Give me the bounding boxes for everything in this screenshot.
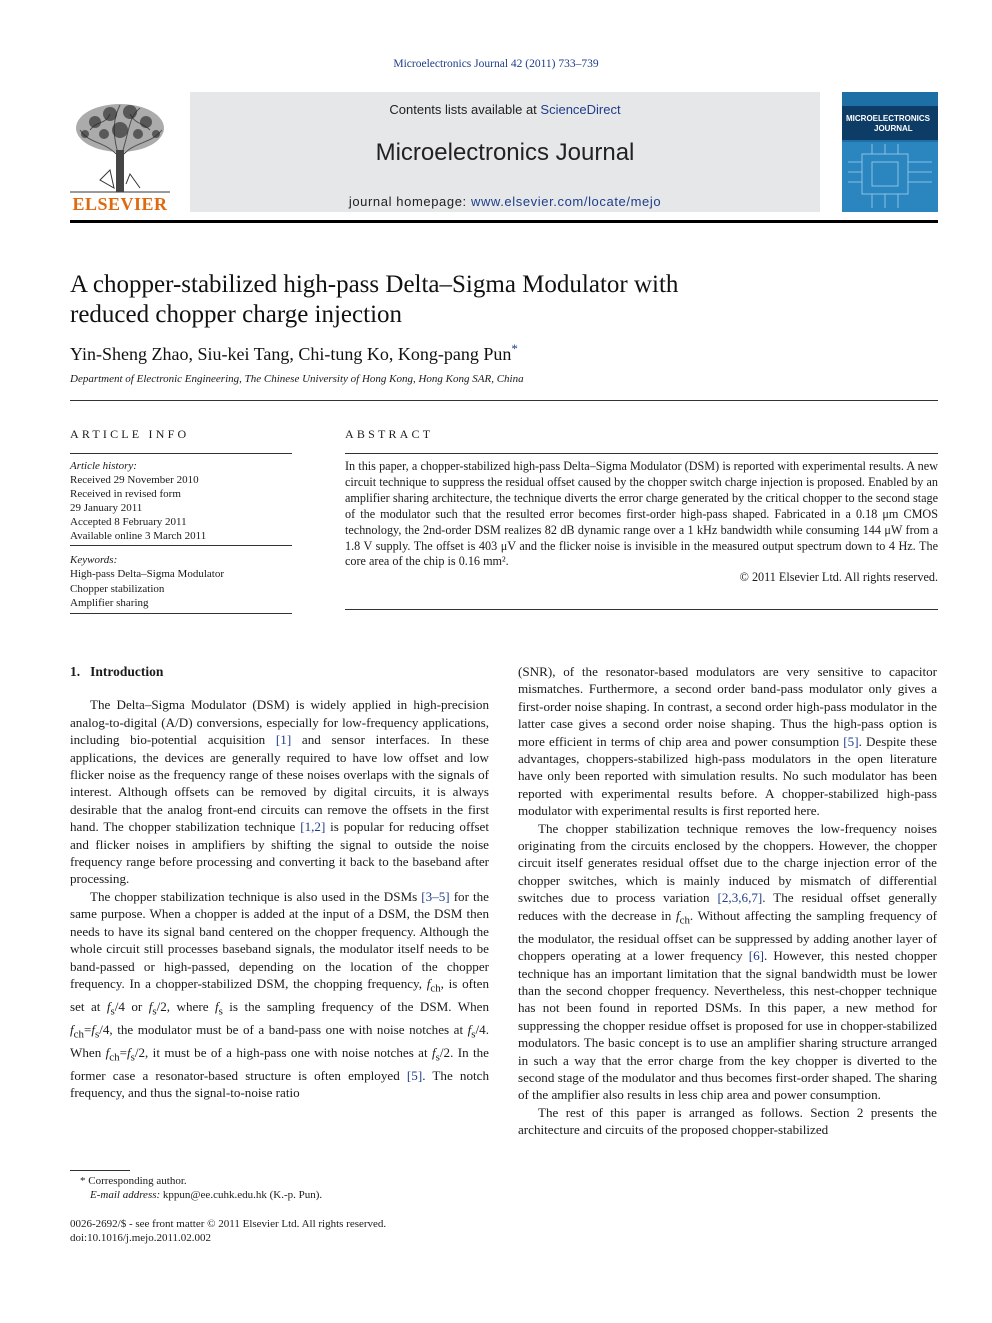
math-symbol: f: [675, 907, 680, 923]
math-subscript: ch: [73, 1028, 84, 1041]
history-item: Received in revised form: [70, 488, 181, 500]
math-subscript: ch: [109, 1051, 120, 1064]
elsevier-tree-icon: [70, 100, 170, 194]
section-number: 1.: [70, 664, 81, 679]
math-operator: =: [83, 1021, 92, 1037]
reference-link[interactable]: [2,3,6,7]: [717, 890, 763, 906]
text-run: . The notch frequency, and thus the signal-to-noise ratio: [70, 1067, 489, 1101]
math-subscript: s: [130, 1051, 135, 1064]
homepage-link[interactable]: www.elsevier.com/locate/mejo: [470, 194, 662, 209]
masthead-rule: [70, 220, 938, 223]
text-run: , is often set at: [70, 975, 489, 1014]
author-list: [70, 341, 518, 365]
reference-link[interactable]: [5]: [843, 733, 859, 749]
text-run: /4 or: [114, 998, 149, 1014]
keyword-item: Chopper stabilization: [70, 582, 165, 595]
reference-link[interactable]: [3–5]: [421, 888, 450, 904]
text-run: The chopper stabilization technique is also used in the DSMs: [90, 888, 422, 904]
authors-text: Yin-Sheng Zhao, Siu-kei Tang, Chi-tung Ko, Kong-pang Pun: [70, 344, 512, 364]
footnote-rule: [70, 1170, 130, 1171]
sciencedirect-link[interactable]: ScienceDirect: [540, 102, 621, 117]
corresponding-author-mark[interactable]: *: [511, 341, 518, 356]
math-subscript: s: [435, 1051, 440, 1064]
journal-citation[interactable]: Microelectronics Journal 42 (2011) 733–739: [393, 58, 599, 70]
info-rule-top: [70, 453, 292, 454]
history-item: Available online 3 March 2011: [70, 530, 207, 542]
corresponding-author-note: * Corresponding author.: [80, 1175, 187, 1187]
math-subscript: ch: [679, 914, 690, 927]
text-run: . However, this nested chopper technique has an important limitation that the signal bandwidth must be lower than the second chopper frequency. Nevertheless, this nest-chopper technique has not been found in reported DSMs. In this paper, a new method for suppressing the chopper residue offset is proposed for use in chopper-stabilized modulators. The basic concept is to use an amplifier sharing structure arranged in such a way that the error charge from the key chopper is diverted to the second stage of the modulator and thus becomes first-order shaped. The sharing of the amplifier also results in less chip area and power consumption.: [518, 948, 937, 1103]
footnotes: [70, 1174, 489, 1202]
abstract-body: [345, 459, 938, 586]
journal-cover[interactable]: [842, 92, 938, 212]
bottom-meta: [70, 1217, 489, 1245]
math-symbol: f: [126, 1044, 131, 1060]
reference-link[interactable]: [5]: [406, 1067, 423, 1083]
abstract-copyright: © 2011 Elsevier Ltd. All rights reserved.: [739, 570, 938, 585]
abstract-heading: ABSTRACT: [345, 427, 434, 441]
elsevier-logo[interactable]: [70, 100, 170, 212]
article-title: [70, 270, 810, 330]
keyword-item: Amplifier sharing: [70, 596, 149, 609]
keywords: [70, 553, 292, 610]
text-run: /2, it must be of a high-pass one with noise notches at: [134, 1044, 432, 1060]
text-run: /4, the modulator must be of a band-pass one with noise notches at: [99, 1021, 468, 1037]
body-paragraph: [70, 888, 489, 1102]
body-paragraph: [518, 820, 937, 1104]
contents-line: [190, 102, 820, 117]
math-symbol: f: [70, 1021, 74, 1037]
history-item: Accepted 8 February 2011: [70, 516, 187, 528]
math-symbol: f: [105, 1044, 110, 1060]
math-subscript: s: [152, 1005, 157, 1018]
body-column-right: [518, 663, 937, 1139]
text-run: for the same purpose. When a chopper is added at the input of a DSM, the DSM then needs to have its signal band centered on the chopper frequency. Although the whole circuit still processes baseband signals, the modulator itself needs to be band-passed or high-passed, depending on the location of the chopper frequency. In a chopper-stabilized DSM, the chopping frequency,: [70, 888, 489, 991]
body-paragraph: The rest of this paper is arranged as follows. Section 2 presents the architecture and circuits of the proposed chopper-stabilized: [518, 1104, 937, 1138]
article-info-heading: ARTICLE INFO: [70, 427, 190, 441]
text-run: The Delta–Sigma Modulator (DSM) is widely applied in high-precision analog-to-digital (A/D) conversions, especially for low-frequency applications, including bio-potential acquisition: [70, 697, 489, 748]
text-run: . Without affecting the sampling frequency of the modulator, the residual offset can be suppressed by adding another layer of choppers operating at a lower frequency: [518, 907, 938, 964]
reference-link[interactable]: [1,2]: [300, 819, 326, 835]
text-run: . The residual offset generally reduces with the decrease in: [518, 890, 937, 923]
email-note: [70, 1188, 489, 1202]
math-symbol: f: [106, 998, 111, 1014]
info-rule-bottom: [70, 613, 292, 614]
math-subscript: s: [94, 1028, 100, 1041]
reference-link[interactable]: [1]: [275, 732, 292, 748]
header-divider: [70, 400, 938, 401]
abstract-rule-bottom: [345, 609, 938, 610]
email-label: E-mail address:: [90, 1189, 161, 1201]
journal-name: Microelectronics Journal: [375, 139, 635, 166]
text-run: . Despite these advantages, choppers-stabilized high-pass modulators in the open literature have only been reported with simulation results. No such modulator has been reported with experimental results before. A chopper-stabilized high-pass modulator with experimental results is first reported here.: [518, 733, 937, 819]
cover-chip-icon: [842, 142, 938, 212]
math-symbol: f: [148, 998, 153, 1014]
section-heading: [70, 663, 489, 680]
math-subscript: s: [218, 1005, 223, 1018]
body-column-left: [70, 663, 489, 1102]
homepage-line: [190, 194, 820, 209]
issn-line: 0026-2692/$ - see front matter © 2011 Elsevier Ltd. All rights reserved.: [70, 1218, 387, 1230]
text-run: /2. In the former case a resonator-based structure is often employed: [70, 1044, 489, 1083]
body-paragraph: [70, 696, 489, 887]
body-paragraph: [518, 663, 937, 820]
text-run: and sensor interfaces. In these applications, the devices are generally required to have low offset and low flicker noise as the frequency range of these noises overlaps with the signals of interest. Although offsets can be removed by digital circuits, it is always desirable that the analog front-end circuits can remove the offsets in the first hand. The chopper stabilization technique: [70, 732, 489, 835]
history-item: 29 January 2011: [70, 502, 143, 514]
cover-title-line1: MICROELECTRONICS: [846, 114, 930, 123]
section-title: Introduction: [90, 664, 164, 679]
math-operator: =: [119, 1044, 127, 1060]
masthead: [70, 92, 938, 224]
abstract-rule-top: [345, 453, 938, 454]
history-item: Received 29 November 2010: [70, 474, 199, 486]
title-line-1: A chopper-stabilized high-pass Delta–Sigma Modulator with: [70, 271, 679, 298]
text-run: is popular for reducing offset and flicker noises in amplifiers by shifting the signal to outside the noise frequency range before processing and converting it back to the baseband after processing.: [70, 819, 489, 887]
doi-line[interactable]: doi:10.1016/j.mejo.2011.02.002: [70, 1232, 212, 1244]
abstract-paragraph: In this paper, a chopper-stabilized high-pass Delta–Sigma Modulator (DSM) is reported with experimental results. A new circuit technique to suppress the residual offset caused by the chopper switch charge injection is proposed. Enabled by an amplifier sharing architecture, the technique diverts the error charge generated by the critical chopper to the second stage of the modulator such that the resulted error becomes first-order high-pass shaped. Fabricated in a 0.18 μm CMOS technology, the 2nd-order DSM realizes 82 dB dynamic range over a 1 kHz bandwidth while consuming 144 μW from a 1.8 V supply. The offset is 403 μV and the flicker noise is invisible in the measured output spectrum down to 4 Hz. The core area of the chip is 0.16 mm².: [345, 459, 938, 569]
keywords-label: Keywords:: [70, 554, 118, 566]
text-run: The chopper stabilization technique removes the low-frequency noises originating from the circuits enclosed by the choppers. However, the chopper circuit itself generates residual offset due to the charge injection error of the chopper switches, which is mainly induced by mismatch of differential switches due to process variation: [518, 820, 937, 906]
info-rule-middle: [70, 545, 292, 546]
email-address[interactable]: kppun@ee.cuhk.edu.hk (K.-p. Pun).: [160, 1189, 323, 1201]
masthead-banner: [190, 92, 820, 212]
title-line-2: reduced chopper charge injection: [70, 301, 403, 328]
math-symbol: f: [91, 1021, 95, 1037]
math-symbol: f: [432, 1044, 436, 1060]
math-subscript: s: [110, 1005, 115, 1018]
cover-title-line2: JOURNAL: [874, 124, 913, 133]
homepage-prefix: journal homepage:: [348, 194, 471, 209]
math-symbol: f: [467, 1021, 472, 1037]
math-subscript: ch: [430, 982, 441, 995]
affiliation: Department of Electronic Engineering, The Chinese University of Hong Kong, Hong Kong SAR, China: [70, 373, 524, 385]
math-subscript: s: [471, 1028, 476, 1041]
history-label: Article history:: [70, 460, 137, 472]
reference-link[interactable]: [6]: [748, 948, 765, 964]
text-run: /2, where: [156, 998, 215, 1014]
math-symbol: f: [426, 975, 431, 991]
cover-title: [846, 114, 936, 134]
text-run: is the sampling frequency of the DSM. When: [222, 998, 490, 1014]
math-symbol: f: [214, 998, 219, 1014]
keyword-item: High-pass Delta–Sigma Modulator: [70, 568, 224, 581]
text-run: (SNR), of the resonator-based modulators are very sensitive to capacitor mismatches. Furthermore, a second order band-pass modulator only gives a first-order noise shaping. In contrast, a second order high-pass modulator in the latter case gives a second order noise shaping. Thus the high-pass option is more efficient in terms of chip area and power consumption: [518, 664, 937, 749]
article-history: [70, 459, 292, 543]
contents-prefix: Contents lists available at: [389, 102, 541, 117]
publisher-wordmark: ELSEVIER: [72, 194, 168, 214]
text-run: /4. When: [70, 1021, 489, 1060]
